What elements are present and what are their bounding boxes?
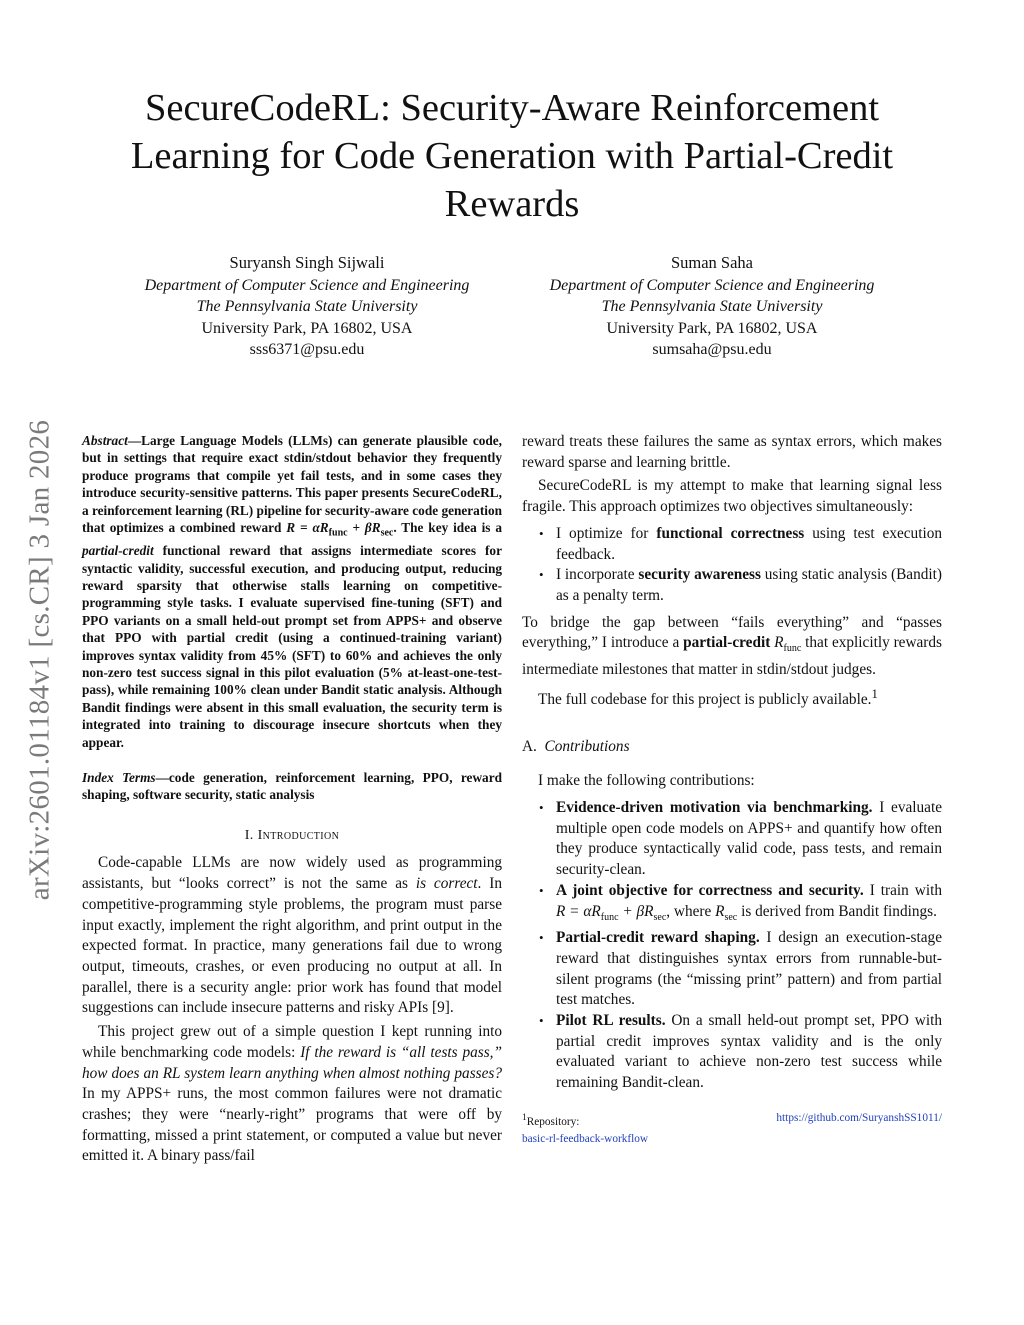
footnote-marker[interactable]: 1 <box>871 686 878 701</box>
author-name: Suman Saha <box>670 253 754 272</box>
bullet-icon: • <box>539 1013 544 1029</box>
objectives-list <box>522 524 942 607</box>
author-email[interactable]: sss6371@psu.edu <box>249 341 365 358</box>
author-email[interactable]: sumsaha@psu.edu <box>652 341 772 358</box>
repository-link[interactable]: https://github.com/SuryanshSS1011/ <box>776 1111 942 1124</box>
list-item: • Partial-credit reward shaping. I design an execution-stage reward that distinguishes syntax errors from runnable-but-silent programs (the “missing print” pattern) and from partial test matches. <box>539 929 942 1009</box>
bullet-icon: • <box>539 567 544 583</box>
arxiv-sidebar <box>12 0 68 1325</box>
index-terms-label: Index Terms <box>82 769 156 785</box>
author-name: Suryansh Singh Sijwali <box>229 253 385 272</box>
intro-paragraph-2: This project grew out of a simple question I kept running into while benchmarking code models: If the reward is “all tests pass,” how does an RL system learn anything when almost nothing passes? In my APPS+ runs, the most common failures were not dramatic crashes; they were “nearly-right” programs that were off by formatting, missed a print statement, or computed a value but never emitted it. A binary pass/fail <box>82 1023 502 1165</box>
author-location: University Park, PA 16802, USA <box>606 319 818 337</box>
intro-paragraph-1: Code-capable LLMs are now widely used as programming assistants, but “looks correct” is not the same as is correct. In competitive-programming style problems, the program must parse input exactly, implement the right algorithm, and print output in the expected format. In practice, many generations fail due to wrong output, timeouts, crashes, or even producing no output at all. In parallel, there is a security angle: prior work has found that model suggestions can include insecure patterns and risky APIs [9]. <box>82 854 502 1017</box>
paper-title: SecureCodeRL: Security-Aware Reinforcement Learning for Code Generation with Partial-Credit Rewards <box>130 87 894 225</box>
bullet-icon: • <box>539 930 544 946</box>
list-item: • Evidence-driven motivation via benchmarking. I evaluate multiple open code models on APPS+ and quantify how often they produce syntactically valid code, pass tests, and remain security-clean. <box>539 798 942 879</box>
paragraph-continued: reward treats these failures the same as syntax errors, which makes reward sparse and learning brittle. <box>522 433 942 471</box>
bullet-icon: • <box>539 799 544 815</box>
paragraph-securecoderl: SecureCodeRL is my attempt to make that learning signal less fragile. This approach optimizes two objectives simultaneously: <box>522 477 942 516</box>
bullet-icon: • <box>539 882 544 898</box>
subsection-heading-contributions: A. Contributions <box>522 737 630 755</box>
paragraph-codebase: The full codebase for this project is publicly available.$^1$ <box>538 686 878 708</box>
right-column <box>522 432 942 1149</box>
author-location: University Park, PA 16802, USA <box>201 319 413 337</box>
author-univ: The Pennsylvania State University <box>196 298 418 315</box>
footnote <box>522 1110 942 1149</box>
author-univ: The Pennsylvania State University <box>601 298 823 315</box>
list-item: • I incorporate security awareness using static analysis (Bandit) as a penalty term. <box>539 566 942 604</box>
contributions-list <box>522 798 942 1094</box>
bullet-icon: • <box>539 525 544 541</box>
author-block-1 <box>107 252 507 361</box>
abstract-label: Abstract <box>82 433 128 448</box>
footnote-label: Repository: <box>526 1115 580 1128</box>
list-item: • A joint objective for correctness and security. I train with $R = \alpha R_{func} + \beta R_{sec}$, where $R_{sec}$ is derived from Bandit findings. <box>539 881 942 923</box>
list-item: • I optimize for functional correctness using test execution feedback. <box>539 524 942 563</box>
author-dept: Department of Computer Science and Engineering <box>144 276 470 294</box>
abstract: Abstract—Large Language Models (LLMs) can generate plausible code, but in settings that require exact stdin/stdout behavior they frequently produce programs that compile yet fail tests, and in some cases they introduce security-sensitive patterns. This paper presents SecureCodeRL, a reinforcement learning (RL) pipeline for security-aware code generation that optimizes a combined reward $R = \alpha R_{func} + \beta R_{sec}$. The key idea is a partial-credit functional reward that assigns intermediate scores for syntactic validity, successful execution, and producing output, reducing reward sparsity that otherwise stalls learning on competitive-programming style tasks. I evaluate supervised fine-tuning (SFT) and PPO variants on a small held-out prompt set from APPS+ and observe that PPO with partial credit (using a continued-training variant) improves syntax validity from 45% (SFT) to 60% and achieves the only non-zero test success signal in this pilot evaluation (5% at-least-one-test-pass), while remaining 100% clean under Bandit static analysis. Although Bandit findings were absent in this small evaluation, the security term is integrated into training to discourage insecure shortcuts when they appear. <box>82 433 503 750</box>
list-item: • Pilot RL results. On a small held-out prompt set, PPO with partial credit improves syntax validity and is the only evaluated variant to achieve non-zero test success while remaining Bandit-clean. <box>539 1012 942 1092</box>
paragraph-bridge: To bridge the gap between “fails everything” and “passes everything,” I introduce a partial-credit $R_{func}$ that explicitly rewards intermediate milestones that matter in stdin/stdout judges. <box>522 613 942 679</box>
left-column <box>82 432 502 1167</box>
author-block-2 <box>512 252 912 361</box>
section-heading-introduction: I. Introduction <box>244 827 340 843</box>
reward-equation: $R = \alpha R_{func} + \beta R_{sec}$ <box>286 520 394 539</box>
author-dept: Department of Computer Science and Engineering <box>549 276 875 294</box>
index-terms: Index Terms—code generation, reinforcement learning, PPO, reward shaping, software security, static analysis <box>82 769 502 803</box>
repository-link-continued[interactable]: basic-rl-feedback-workflow <box>522 1133 649 1146</box>
arxiv-id: arXiv:2601.01184v1 [cs.CR] 3 Jan 2026 <box>23 419 56 901</box>
contributions-intro: I make the following contributions: <box>538 772 755 790</box>
footnote-number: 1 <box>522 1112 527 1123</box>
